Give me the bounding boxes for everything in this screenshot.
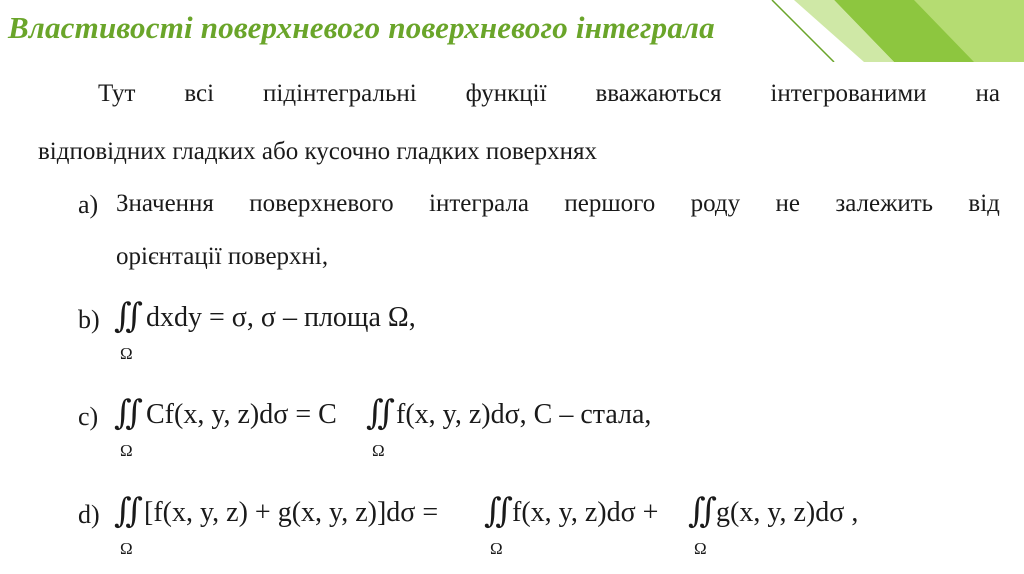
integral-domain: Ω (120, 539, 133, 558)
double-integral-symbol: ∬ (484, 493, 513, 530)
item-a-word: від (968, 190, 1000, 217)
intro-word: на (975, 80, 1000, 107)
item-d-formula-middle: f(x, y, z)dσ + (512, 497, 659, 528)
integral-domain: Ω (694, 539, 707, 558)
double-integral-symbol: ∬ (114, 493, 143, 530)
item-a-word: інтеграла (429, 190, 530, 217)
header-decoration (764, 0, 1024, 62)
item-c-formula-left: Cf(x, y, z)dσ = C (146, 399, 337, 430)
item-a-word: залежить (835, 190, 934, 217)
integral-domain: Ω (120, 441, 133, 460)
intro-word: функції (465, 80, 547, 107)
item-b-formula: dxdy = σ, σ – площа Ω, (146, 302, 416, 333)
item-c-formula-right: f(x, y, z)dσ, C – стала, (396, 399, 652, 430)
double-integral-symbol: ∬ (366, 395, 395, 432)
intro-word: вважаються (595, 80, 722, 107)
double-integral-symbol: ∬ (114, 395, 143, 432)
item-a-word: Значення (116, 190, 214, 217)
integral-domain: Ω (490, 539, 503, 558)
item-c-label: c) (78, 402, 99, 431)
item-a-word: не (775, 190, 800, 217)
item-a-word: поверхневого (249, 190, 394, 217)
item-d-label: d) (78, 500, 100, 529)
double-integral-symbol: ∬ (688, 493, 717, 530)
item-a-line-1 (116, 190, 1000, 218)
intro-word: всі (184, 80, 215, 107)
intro-word: інтегрованими (770, 80, 927, 107)
item-b-label: b) (78, 305, 100, 334)
intro-word: підінтегральні (263, 80, 417, 107)
slide-title: Властивості поверхневого поверхневого інтеграла (8, 10, 715, 45)
double-integral-symbol: ∬ (114, 298, 143, 335)
item-a-line-2: орієнтації поверхні, (116, 243, 329, 270)
item-a-word: роду (690, 190, 741, 217)
item-a-word: першого (564, 190, 656, 217)
intro-word: Тут (98, 80, 136, 107)
intro-line-1 (98, 80, 1000, 108)
item-d-formula-left: [f(x, y, z) + g(x, y, z)]dσ = (144, 497, 439, 528)
item-a-label: a) (78, 190, 99, 219)
intro-line-2: відповідних гладких або кусочно гладких поверхнях (38, 138, 597, 165)
integral-domain: Ω (120, 344, 133, 363)
integral-domain: Ω (372, 441, 385, 460)
item-d-formula-right: g(x, y, z)dσ , (716, 497, 859, 528)
